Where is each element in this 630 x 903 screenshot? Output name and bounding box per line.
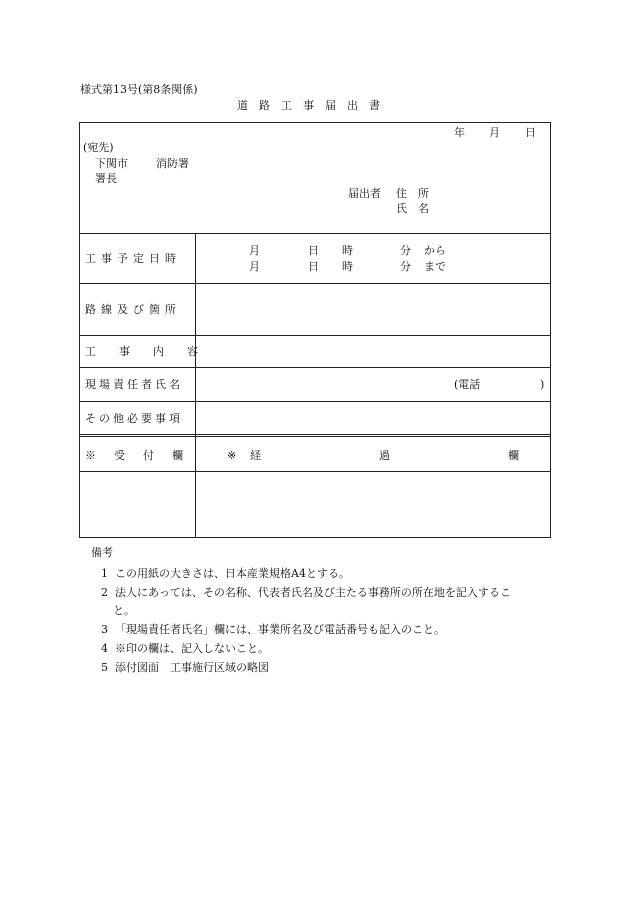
progress-char-3: 欄 xyxy=(508,449,519,462)
row-divider xyxy=(79,471,551,472)
schedule-start-minute: 分 xyxy=(400,244,411,257)
note-item xyxy=(101,624,445,635)
double-divider xyxy=(79,434,551,437)
date-year-label: 年 xyxy=(454,126,465,139)
other-label: その他必要事項 xyxy=(85,412,183,425)
applicant-name-label: 氏 名 xyxy=(396,202,429,215)
note-text: 「現場責任者氏名」欄には、事業所名及び電話番号も記入のこと。 xyxy=(115,623,445,636)
note-item xyxy=(101,568,350,579)
row-divider xyxy=(79,335,551,336)
addressee-city: 下関市 xyxy=(95,157,128,170)
progress-char-2: 過 xyxy=(379,449,390,462)
note-continuation: と。 xyxy=(113,604,135,617)
schedule-start-suffix: から xyxy=(424,244,446,257)
schedule-end-minute: 分 xyxy=(400,260,411,273)
note-text: 添付図面 工事施行区域の略図 xyxy=(115,661,269,674)
note-number: 5 xyxy=(101,661,108,674)
addressee-chief: 署長 xyxy=(95,172,117,185)
route-label: 路線及び箇所 xyxy=(85,303,181,316)
schedule-end-month: 月 xyxy=(249,260,260,273)
schedule-end-hour: 時 xyxy=(342,260,353,273)
note-number: 4 xyxy=(101,642,108,655)
date-day-label: 日 xyxy=(525,126,536,139)
date-month-label: 月 xyxy=(489,126,500,139)
note-text: ※印の欄は、記入しないこと。 xyxy=(115,642,269,655)
content-label: 工事内容 xyxy=(85,345,221,358)
supervisor-phone-close: ) xyxy=(540,378,545,391)
schedule-end-suffix: まで xyxy=(424,260,446,273)
schedule-start-hour: 時 xyxy=(342,244,353,257)
application-form-table xyxy=(79,122,551,538)
supervisor-label: 現場責任者氏名 xyxy=(85,378,183,391)
progress-mark: ※ xyxy=(227,449,237,462)
row-divider xyxy=(79,233,551,234)
form-title: 道 路 工 事 届 出 書 xyxy=(237,99,380,112)
note-text: この用紙の大きさは、日本産業規格A4とする。 xyxy=(115,567,350,580)
schedule-label: 工事予定日時 xyxy=(85,252,181,265)
row-divider xyxy=(79,367,551,368)
addressee-office: 消防署 xyxy=(156,157,189,170)
addressee-prefix: (宛先) xyxy=(83,141,114,154)
row-divider xyxy=(79,401,551,402)
applicant-label: 届出者 xyxy=(348,187,381,200)
notes-heading: 備考 xyxy=(91,546,113,559)
schedule-end-day: 日 xyxy=(308,260,319,273)
applicant-address-label: 住 所 xyxy=(396,187,429,200)
note-item xyxy=(101,643,269,654)
supervisor-phone-open: (電話 xyxy=(454,378,481,391)
note-text: 法人にあっては、その名称、代表者氏名及び主たる事務所の所在地を記入するこ xyxy=(115,586,511,599)
note-number: 3 xyxy=(101,623,108,636)
note-number: 2 xyxy=(101,586,108,599)
schedule-start-day: 日 xyxy=(308,244,319,257)
schedule-start-month: 月 xyxy=(249,244,260,257)
column-divider xyxy=(195,233,196,538)
note-number: 1 xyxy=(101,567,108,580)
progress-char-1: 経 xyxy=(250,449,261,462)
note-item xyxy=(101,587,511,598)
row-divider xyxy=(79,283,551,284)
form-number: 様式第13号(第8条関係) xyxy=(80,83,198,96)
reception-label: ※受付欄 xyxy=(85,449,201,462)
note-item xyxy=(101,662,269,673)
